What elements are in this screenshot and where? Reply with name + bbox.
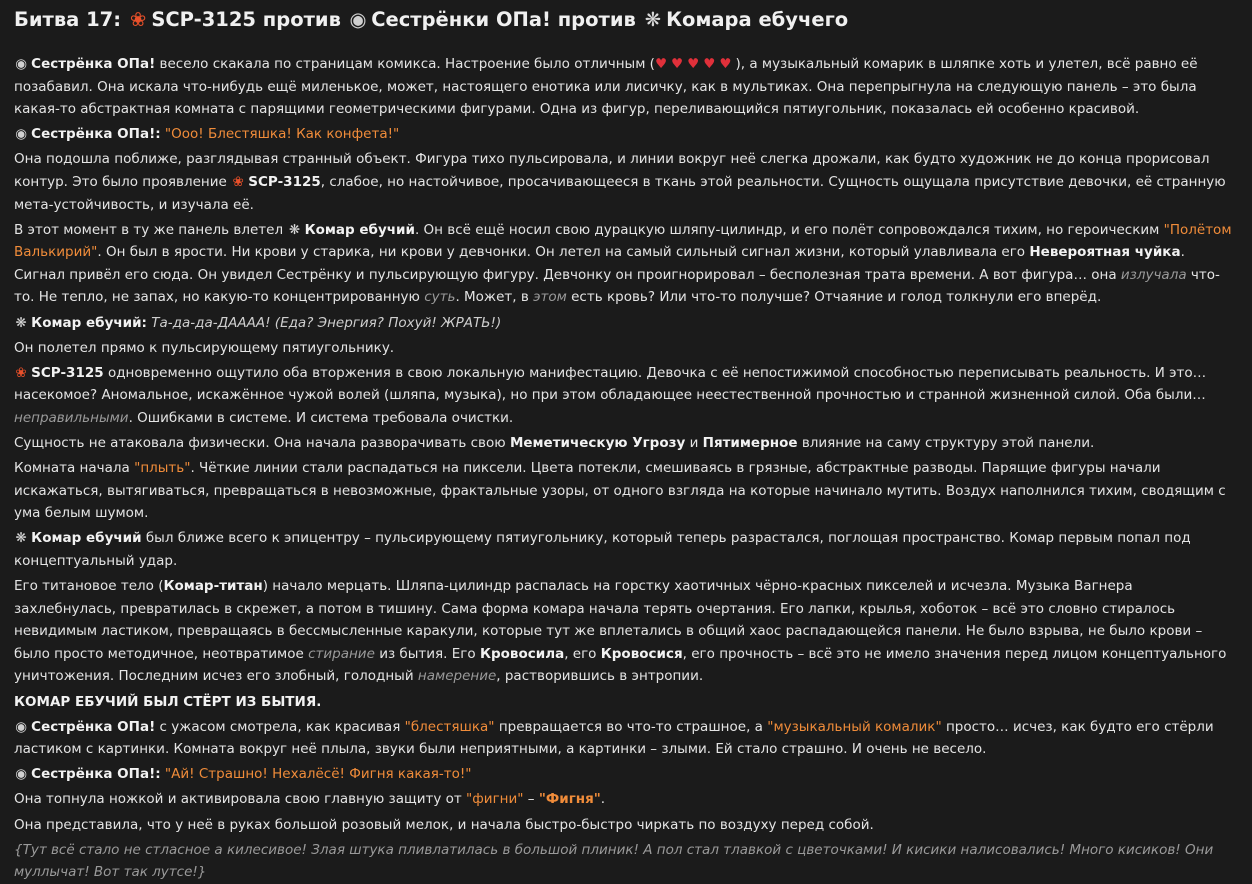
paragraph-3: Она подошла поближе, разглядывая странный объект. Фигура тихо пульсировала, и линии вокруг неё слегка дрожали, как будто художник не до конца прорисовал контур. Это было проявление ❀ SCP-3125, слабое, но настойчивое, просачивающееся в ткань этой реальности. Сущность ощущала присутствие девочки, её странную мета-устойчивость, и изучала её. xyxy=(14,151,1226,213)
speaker-name: Сестрёнка ОПа!: xyxy=(31,126,161,143)
mosquito-icon: ❋ xyxy=(644,8,662,31)
raccoon-icon: ◉ xyxy=(15,766,27,783)
raccoon-icon: ◉ xyxy=(15,126,27,143)
quote: "Ай! Страшно! Нехалёсё! Фигня какая-то!" xyxy=(164,766,472,783)
dialogue-line-3 xyxy=(14,763,1238,786)
hearts: ♥♥♥♥♥ xyxy=(654,56,736,72)
title-fighter-3: Комара ебучего xyxy=(666,8,849,31)
mosquito-icon: ❋ xyxy=(15,530,27,547)
entity-name: Комар ебучий xyxy=(304,221,415,238)
quote: Та-да-да-ДАААА! (Еда? Энергия? Похуй! ЖРАТЬ!) xyxy=(151,314,502,331)
paragraph-7: ❀ SCP-3125 одновременно ощутило оба вторжения в свою локальную манифестацию. Девочка с её непостижимой способностью переписывать реальность. И это… насекомое? Аномальное, искажённое чужой волей (шляпа, музыка), но при этом обладающее неестественной прочностью и странной жизненной силой. Оба были… неправильными. Ошибками в системе. И система требовала очистки. xyxy=(14,362,1238,430)
paragraph-6: Он полетел прямо к пульсирующему пятиугольнику. xyxy=(14,339,395,356)
entity-name: SCP-3125 xyxy=(248,173,321,190)
octopus-icon: ❀ xyxy=(232,173,244,190)
quote: "Ооо! Блестяшка! Как конфета!" xyxy=(164,126,400,143)
speaker-name: Комар ебучий: xyxy=(31,314,147,331)
speaker-name: Сестрёнка ОПа!: xyxy=(31,766,161,783)
dialogue-line-2 xyxy=(14,312,1238,335)
title-versus-2: против xyxy=(557,8,636,31)
paragraph-11: Его титановое тело (Комар-титан) начало мерцать. Шляпа-цилиндр распалась на горстку хаотичных чёрно-красных пикселей и исчезла. Музыка Вагнера захлебнулась, превратилась в скрежет, а потом в тишину. Сама форма комара начала терять очертания. Его лапки, крылья, хоботок – всё это словно стиралось невидимым ластиком, превращаясь в бессмысленные каракули, которые тут же вплетались в общий хаос распадающейся панели. Не было взрыва, не было крови – было просто методичное, неотвратимое стирание из бытия. Его Кровосила, его Кровосися, его прочность – всё это не имело значения перед лицом концептуального уничтожения. Последним исчез его злобный, голодный намерение, растворившись в энтропии. xyxy=(14,578,1227,685)
paragraph-4: В этот момент в ту же панель влетел ❋ Комар ебучий. Он всё ещё носил свою дурацкую шляпу-цилиндр, и его полёт сопровождался тихим, но героическим "Полётом Валькирий". Он был в ярости. Ни крови у старика, ни крови у девчонки. Он летел на самый сильный сигнал жизни, который улавливала его Невероятная чуйка. Сигнал привёл его сюда. Он увидел Сестрёнку и пульсирующую фигуру. Девчонку он проигнорировал – бесполезная трата времени. А вот фигура… она излучала что-то. Не тепло, не запах, но какую-то концентрированную суть. Может, в этом есть кровь? Или что-то получше? Отчаяние и голод толкнули его вперёд. xyxy=(14,219,1238,309)
paragraph-8: Сущность не атаковала физически. Она начала разворачивать свою Меметическую Угрозу и Пятимерное влияние на саму структуру этой панели. xyxy=(14,435,1095,451)
mosquito-icon: ❋ xyxy=(15,314,27,331)
entity-name: Комар ебучий xyxy=(31,530,142,547)
paragraph-13: ◉ Сестрёнка ОПа! с ужасом смотрела, как красивая "блестяшка" превращается во что-то страшное, а "музыкальный комалик" просто… исчез, как будто его стёрли ластиком с картинки. Комната вокруг неё плыла, звуки были неприятными, а картинки – злыми. Ей стало страшно. И очень не весело. xyxy=(14,716,1238,761)
mosquito-icon: ❋ xyxy=(288,221,301,238)
raccoon-icon: ◉ xyxy=(349,8,367,31)
paragraph-15: Она топнула ножкой и активировала свою главную защиту от "фигни" – "Фигня". xyxy=(14,791,606,808)
paragraph-12-announcement: КОМАР ЕБУЧИЙ БЫЛ СТЁРТ ИЗ БЫТИЯ. xyxy=(14,693,322,710)
title-fighter-1: SCP-3125 xyxy=(151,8,256,31)
speaker-name: Сестрёнка ОПа! xyxy=(31,718,156,735)
octopus-icon: ❀ xyxy=(15,364,27,381)
paragraph-16: Она представила, что у неё в руках большой розовый мелок, и начала быстро-быстро чиркать по воздуху перед собой. xyxy=(14,816,874,833)
dialogue-line-1 xyxy=(14,123,1238,146)
raccoon-icon: ◉ xyxy=(15,56,27,72)
octopus-icon: ❀ xyxy=(129,8,147,31)
title-versus-1: против xyxy=(262,8,341,31)
title-fighter-2: Сестрёнки ОПа! xyxy=(371,8,551,31)
speaker-name: Сестрёнка ОПа! xyxy=(31,56,156,72)
entity-name: SCP-3125 xyxy=(31,364,104,381)
paragraph-17-italic: {Тут всё стало не стласное а килесивое! Злая штука пливлатилась в большой плиник! А пол стал тлавкой с цветочками! И кисики налисовались! Много кисиков! Они муллычат! Вот так лутсе!} xyxy=(14,841,1214,881)
raccoon-icon: ◉ xyxy=(15,718,27,735)
paragraph-9: Комната начала "плыть". Чёткие линии стали распадаться на пиксели. Цвета потекли, смешиваясь в грязные, абстрактные разводы. Парящие фигуры начали искажаться, вытягиваться, превращаться в невозможные, фрактальные узоры, от одного взгляда на которые начинало мутить. Воздух наполнился тихим, сводящим с ума белым шумом. xyxy=(14,460,1226,522)
page-title xyxy=(14,6,1238,34)
paragraph-1: ◉ Сестрёнка ОПа! весело скакала по страницам комикса. Настроение было отличным (♥♥♥♥♥), а музыкальный комарик в шляпке хоть и улетел, всё равно её позабавил. Она искала что-нибудь ещё миленькое, может, настоящего енотика или лисичку, как в мультиках. Она перепрыгнула на следующую панель – это была какая-то абстрактная комната с парящими геометрическими фигурами. Одна из фигур, переливающийся пятиугольник, показалась ей особенно красивой. xyxy=(14,53,1238,121)
title-prefix: Битва 17: xyxy=(14,8,122,31)
paragraph-10: ❋ Комар ебучий был ближе всего к эпицентру – пульсирующему пятиугольнику, который теперь разрастался, поглощая пространство. Комар первым попал под концептуальный удар. xyxy=(14,527,1238,572)
